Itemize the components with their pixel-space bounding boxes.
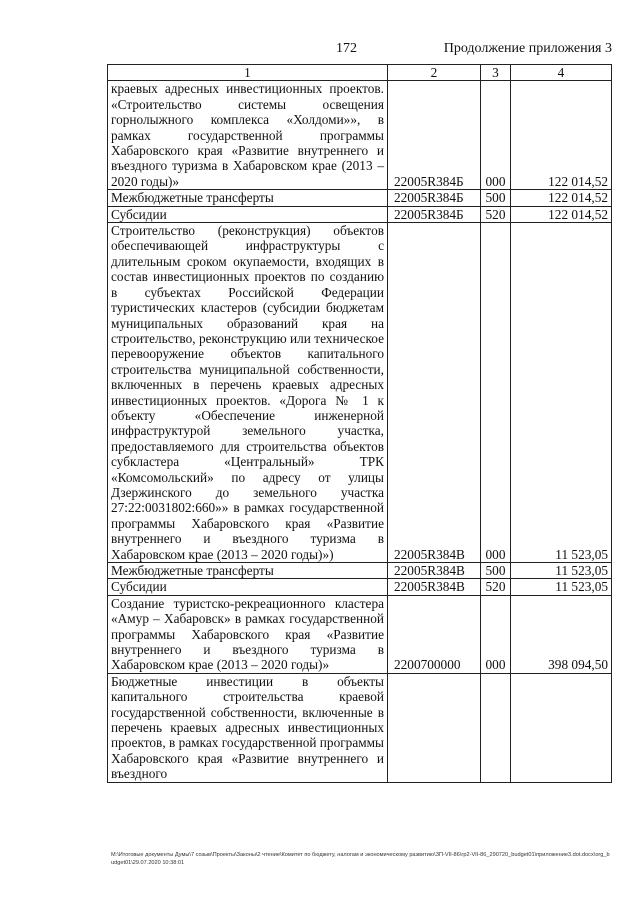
row-classification-code: 22005R384Б	[388, 81, 481, 190]
row-expense-type: 000	[481, 595, 511, 673]
row-expense-type: 000	[481, 81, 511, 190]
row-amount	[511, 673, 612, 782]
row-amount: 398 094,50	[511, 595, 612, 673]
continuation-label: Продолжение приложения 3	[443, 41, 612, 56]
row-name: Бюджетные инвестиции в объекты капитального строительства краевой государственной собственности, включенные в перечень краевых адресных инвестиционных проектов, в рамках государственной программы Хабаровского края «Развитие внутреннего и въездного	[108, 673, 388, 782]
row-amount: 11 523,05	[511, 223, 612, 563]
row-expense-type: 520	[481, 579, 511, 595]
row-classification-code: 22005R384Б	[388, 190, 481, 206]
row-expense-type: 520	[481, 206, 511, 222]
budget-table	[107, 64, 612, 783]
row-amount: 122 014,52	[511, 81, 612, 190]
column-header: 3	[481, 65, 511, 81]
column-header: 2	[388, 65, 481, 81]
row-expense-type: 500	[481, 190, 511, 206]
table-row	[108, 595, 612, 673]
table-row	[108, 673, 612, 782]
row-name: Межбюджетные трансферты	[108, 563, 388, 579]
table-row	[108, 190, 612, 206]
row-classification-code: 22005R384Б	[388, 206, 481, 222]
row-amount: 122 014,52	[511, 190, 612, 206]
table-row	[108, 223, 612, 563]
row-amount: 11 523,05	[511, 579, 612, 595]
row-name: Строительство (реконструкция) объектов обеспечивающей инфраструктуры с длительным сроком окупаемости, входящих в состав инвестиционных проектов по созданию в субъектах Российской Федерации туристических кластеров (субсидии бюджетам муниципальных образований края на строительство, реконструкцию или техническое перевооружение объектов капитального строительства муниципальной собственности, включенных в перечень краевых адресных инвестиционных проектов. «Дорога № 1 к объекту «Обеспечение инженерной инфраструктурой земельного участка, предоставляемого для строительства объектов субкластера «Центральный» ТРК «Комсомольский» по адресу от улицы Дзержинского до земельного участка 27:22:0031802:660»» в рамках государственной программы Хабаровского края «Развитие внутреннего и въездного туризма в Хабаровском крае (2013 – 2020 годы)»)	[108, 223, 388, 563]
document-path-footer: M:\Итоговые документы Думы\7 созыв\Проекты\Законы\2 чтение\Комитет по бюджету, налогам и экономическому развитию\ЗП-VII-86\гр2-VII-86_290720_budget01\приложение3.dot.docx\org_budget01\29.07.2020 10:38:01	[111, 852, 610, 866]
table-header-row	[108, 65, 612, 81]
row-amount: 11 523,05	[511, 563, 612, 579]
row-name: Межбюджетные трансферты	[108, 190, 388, 206]
column-header: 4	[511, 65, 612, 81]
row-name: краевых адресных инвестиционных проектов. «Строительство системы освещения горнолыжного комплекса «Холдоми»», в рамках государственной программы Хабаровского края «Развитие внутреннего и въездного туризма в Хабаровском крае (2013 – 2020 годы)»	[108, 81, 388, 190]
row-expense-type: 000	[481, 223, 511, 563]
table-row	[108, 206, 612, 222]
row-classification-code: 22005R384В	[388, 223, 481, 563]
row-name: Субсидии	[108, 206, 388, 222]
table-row	[108, 81, 612, 190]
column-header: 1	[108, 65, 388, 81]
row-expense-type	[481, 673, 511, 782]
row-name: Создание туристско-рекреационного кластера «Амур – Хабаровск» в рамках государственной программы Хабаровского края «Развитие внутреннего и въездного туризма в Хабаровском крае (2013 – 2020 годы)»	[108, 595, 388, 673]
row-classification-code: 22005R384В	[388, 563, 481, 579]
table-row	[108, 579, 612, 595]
row-classification-code	[388, 673, 481, 782]
table-row	[108, 563, 612, 579]
row-amount: 122 014,52	[511, 206, 612, 222]
page-number: 172	[336, 41, 357, 56]
row-expense-type: 500	[481, 563, 511, 579]
row-classification-code: 2200700000	[388, 595, 481, 673]
row-classification-code: 22005R384В	[388, 579, 481, 595]
row-name: Субсидии	[108, 579, 388, 595]
